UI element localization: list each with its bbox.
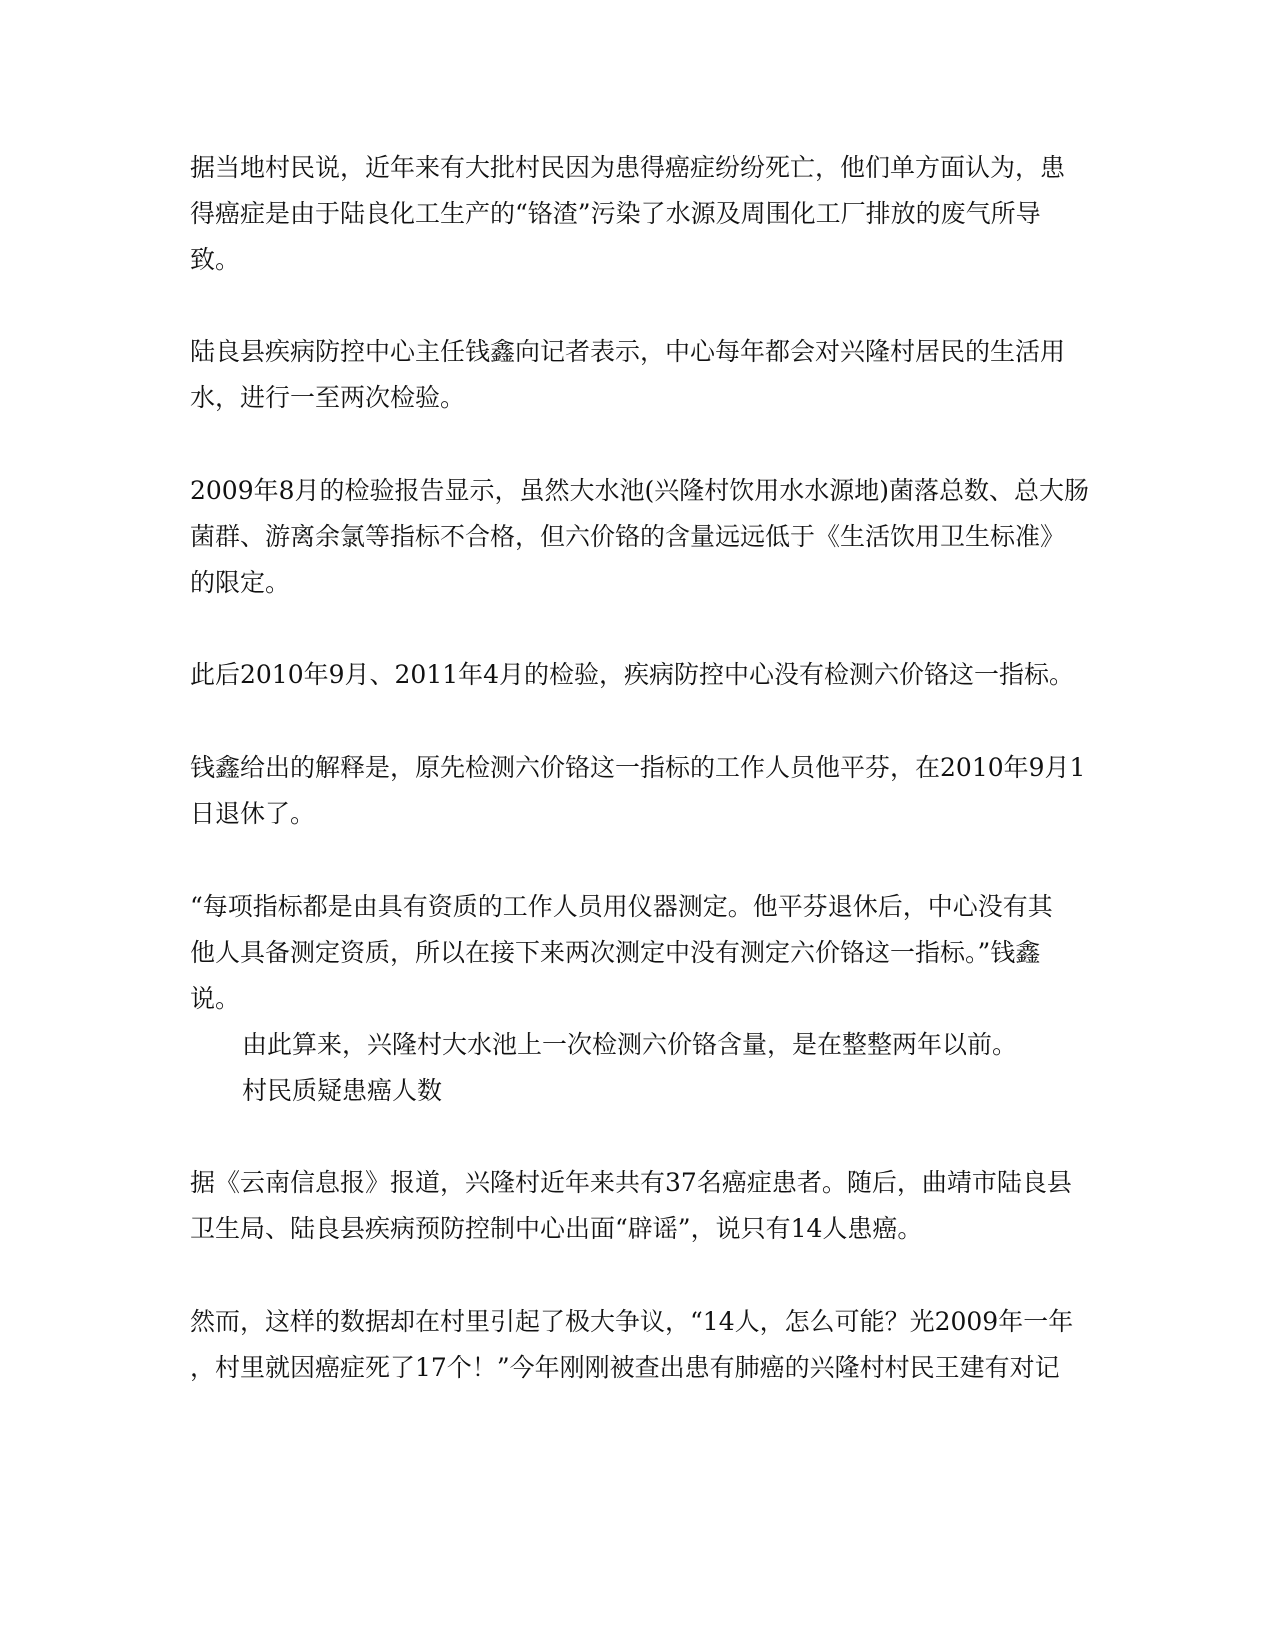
text-line: 日退休了。 <box>190 799 316 828</box>
text-line: 的限定。 <box>190 568 291 597</box>
text-line: 由此算来，兴隆村大水池上一次检测六价铬含量，是在整整两年以前。 <box>242 1030 1018 1059</box>
text-line: 菌群、游离余氯等指标不合格，但六价铬的含量远远低于《生活饮用卫生标准》 <box>190 522 1066 551</box>
text-line: 他人具备测定资质，所以在接下来两次测定中没有测定六价铬这一指标。”钱鑫 <box>190 938 1041 967</box>
text-line: 据《云南信息报》报道，兴隆村近年来共有37名癌症患者。随后，曲靖市陆良县 <box>190 1168 1072 1197</box>
text-line: 村民质疑患癌人数 <box>242 1076 443 1105</box>
paragraph-villagers-claim <box>190 145 1080 283</box>
text-line: 得癌症是由于陆良化工生产的“铬渣”污染了水源及周围化工厂排放的废气所导 <box>190 199 1041 228</box>
text-line: ，村里就因癌症死了17个！”今年刚刚被查出患有肺癌的兴隆村村民王建有对记 <box>190 1353 1060 1382</box>
text-line: 据当地村民说，近年来有大批村民因为患得癌症纷纷死亡，他们单方面认为，患 <box>190 153 1066 182</box>
text-line: 然而，这样的数据却在村里引起了极大争议，“14人，怎么可能？光2009年一年 <box>190 1307 1074 1336</box>
text-line: 致。 <box>190 245 241 274</box>
text-line: 说。 <box>190 984 241 1013</box>
paragraph-2009-report <box>190 468 1090 606</box>
paragraph-dispute <box>190 1299 1080 1391</box>
text-line: 水，进行一至两次检验。 <box>190 383 466 412</box>
text-line: 卫生局、陆良县疾病预防控制中心出面“辟谣”，说只有14人患癌。 <box>190 1214 923 1243</box>
paragraph-cdc-director <box>190 329 1080 421</box>
text-line: 2009年8月的检验报告显示，虽然大水池(兴隆村饮用水水源地)菌落总数、总大肠 <box>190 476 1090 505</box>
paragraph-report-count <box>190 1160 1080 1252</box>
paragraph-quote <box>190 884 1080 1022</box>
text-line: 此后2010年9月、2011年4月的检验，疾病防控中心没有检测六价铬这一指标。 <box>190 660 1075 689</box>
paragraph-explanation <box>190 745 1086 837</box>
paragraph-conclusion <box>242 1022 1132 1068</box>
text-line: “每项指标都是由具有资质的工作人员用仪器测定。他平芬退休后，中心没有其 <box>190 892 1053 921</box>
section-heading <box>242 1068 1132 1114</box>
text-line: 陆良县疾病防控中心主任钱鑫向记者表示，中心每年都会对兴隆村居民的生活用 <box>190 337 1066 366</box>
text-line: 钱鑫给出的解释是，原先检测六价铬这一指标的工作人员他平芬，在2010年9月1 <box>190 753 1086 782</box>
paragraph-later-tests <box>190 652 1080 698</box>
